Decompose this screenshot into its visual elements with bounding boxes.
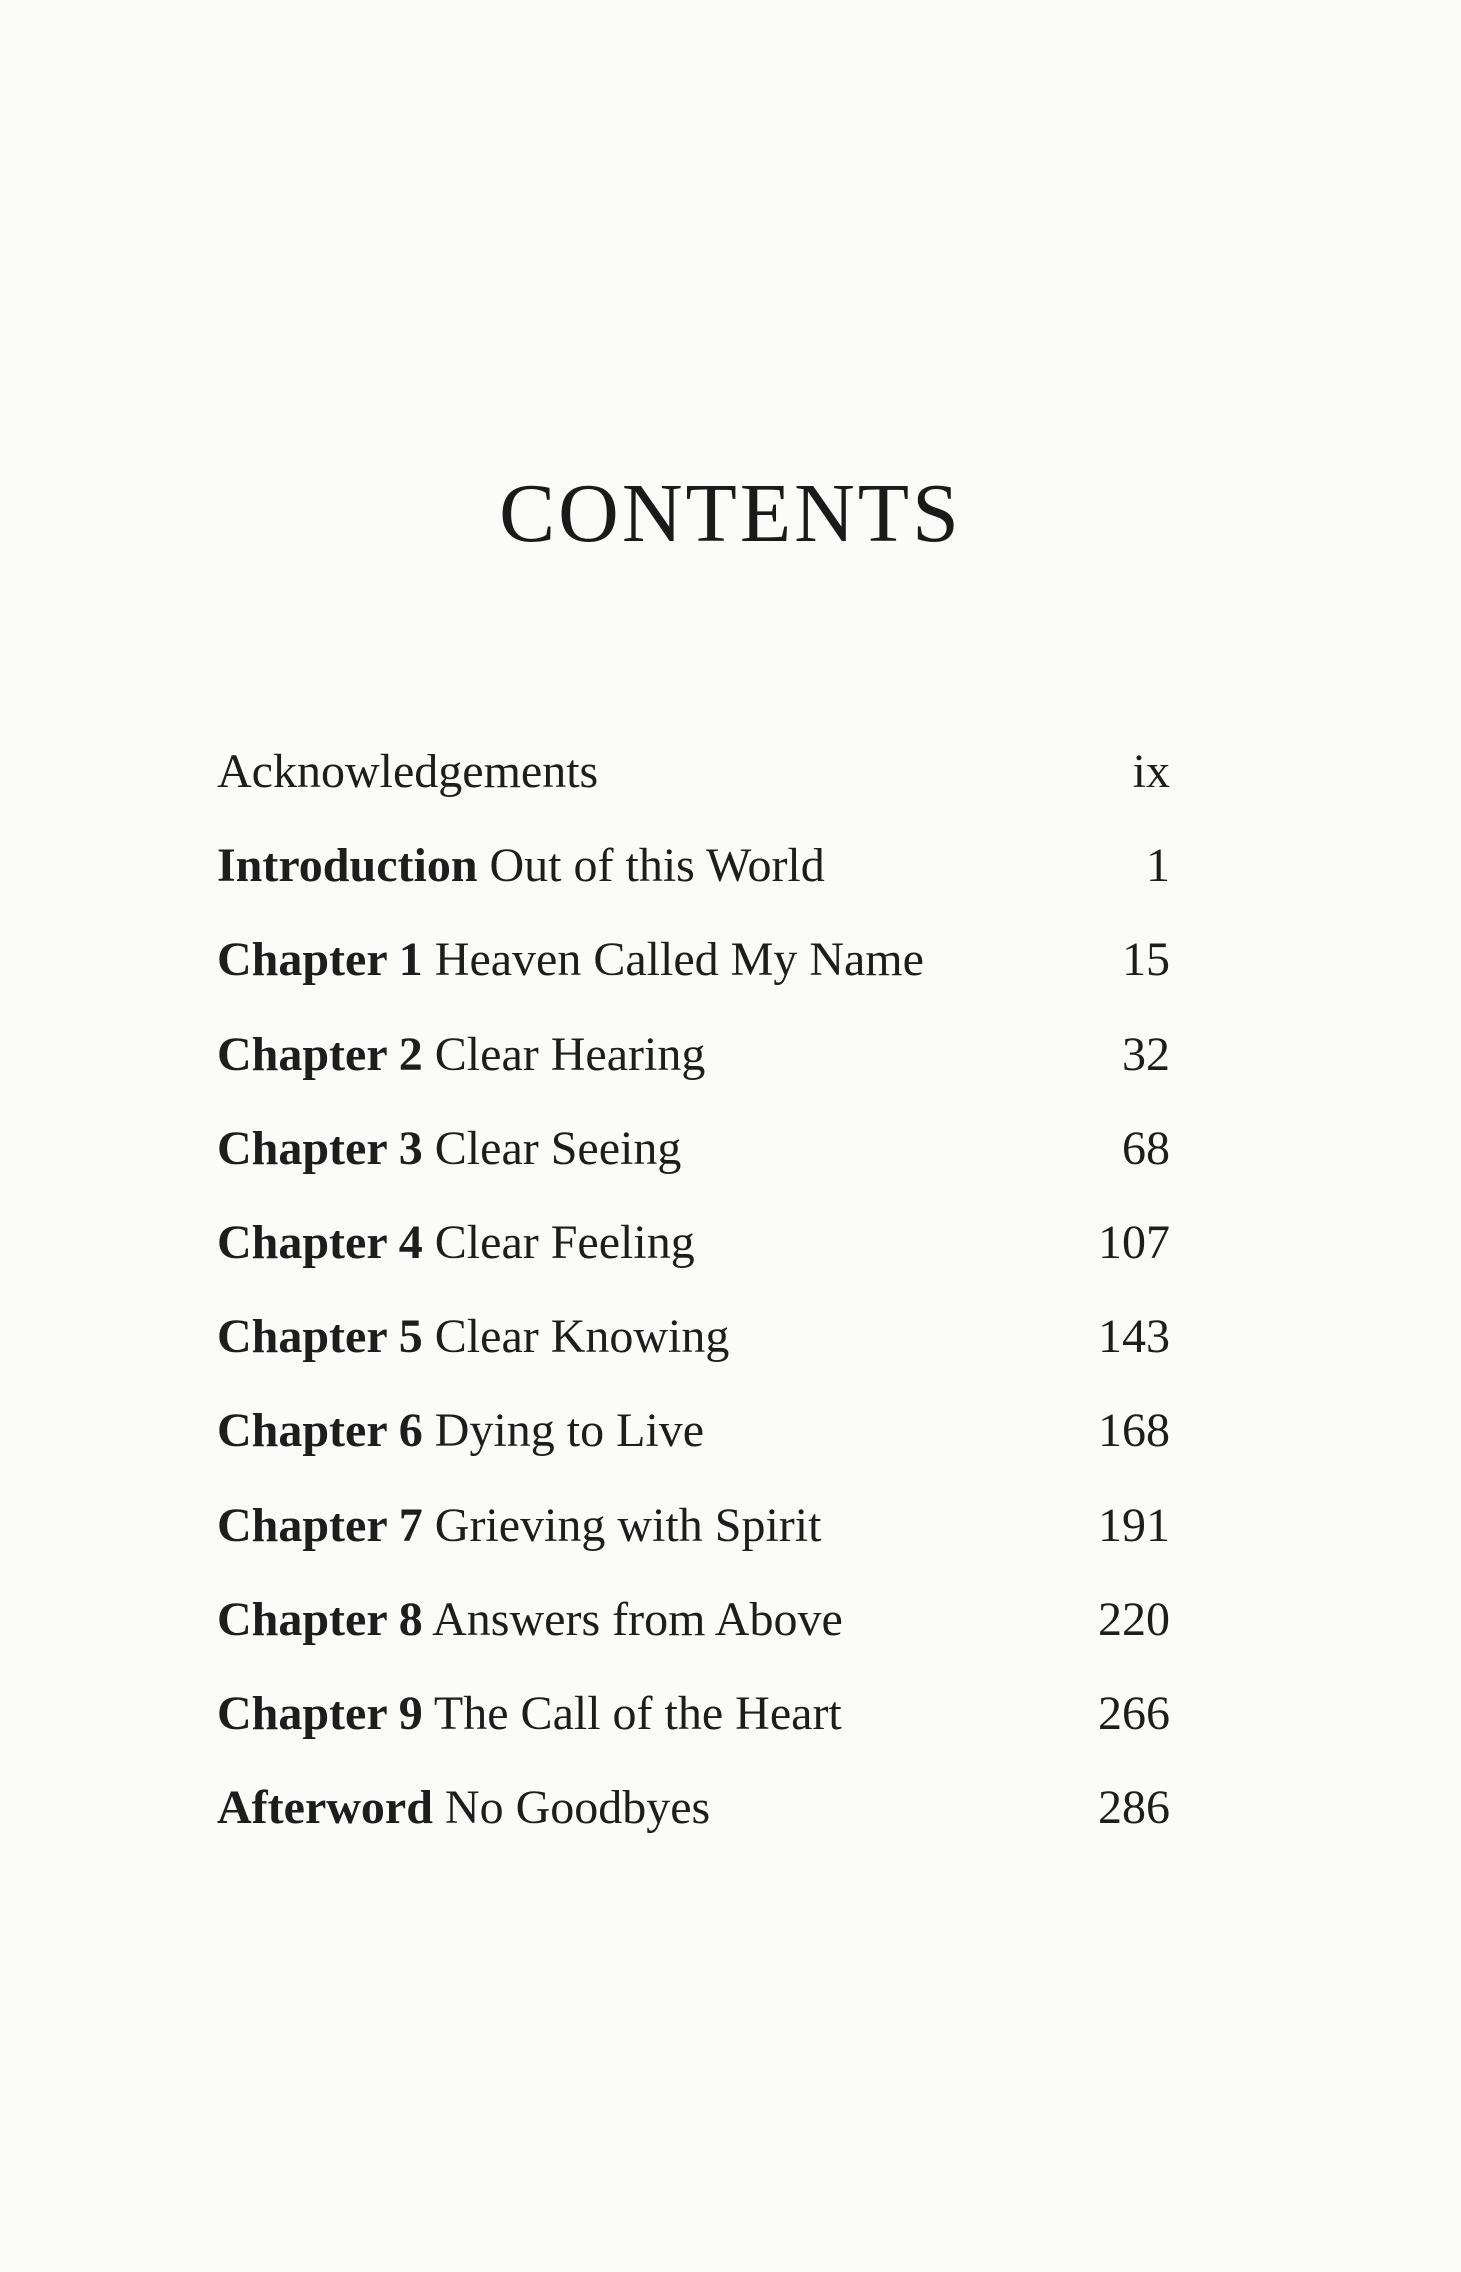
toc-entry-page-number: 32 [1122,1027,1170,1081]
toc-entry-label: Chapter 1 [217,933,423,987]
toc-entry-title: Clear Seeing [434,1121,682,1175]
toc-entry-page-number: 191 [1098,1498,1170,1552]
toc-entry-title: Out of this World [489,839,825,893]
toc-entry-chapter-9 [217,1678,1170,1772]
toc-entry-title: Dying to Live [434,1404,705,1458]
toc-entry-page-number: 1 [1146,839,1170,893]
toc-entry-page-number: 107 [1098,1215,1170,1269]
toc-entry-label: Afterword [217,1781,433,1835]
toc-entry-title: Clear Feeling [434,1215,695,1269]
toc-entry-label: Chapter 5 [217,1310,423,1364]
toc-entry-label: Chapter 9 [217,1686,423,1740]
toc-entry-chapter-3 [217,1113,1170,1207]
toc-entry-page-number: 266 [1098,1686,1170,1740]
toc-entry-label: Chapter 7 [217,1498,423,1552]
toc-entry-chapter-7 [217,1490,1170,1584]
toc-entry-label: Chapter 6 [217,1404,423,1458]
toc-entry-afterword [217,1772,1170,1866]
toc-entry-page-number: 220 [1098,1592,1170,1646]
table-of-contents [217,736,1170,1866]
toc-entry-label: Chapter 3 [217,1121,423,1175]
toc-entry-chapter-6 [217,1395,1170,1489]
page-title: CONTENTS [499,467,962,560]
toc-entry-title: No Goodbyes [444,1781,711,1835]
toc-entry-chapter-5 [217,1301,1170,1395]
toc-entry-label: Chapter 8 [217,1592,423,1646]
toc-entry-chapter-4 [217,1207,1170,1301]
toc-entry-acknowledgements [217,736,1170,830]
toc-entry-title: Heaven Called My Name [434,933,924,987]
toc-entry-page-number: ix [1132,745,1170,798]
toc-entry-chapter-8 [217,1584,1170,1678]
toc-entry-page-number: 168 [1098,1404,1170,1458]
toc-entry-page-number: 68 [1122,1121,1170,1175]
toc-entry-chapter-2 [217,1019,1170,1113]
toc-entry-title: Grieving with Spirit [434,1498,822,1552]
toc-entry-page-number: 143 [1098,1310,1170,1364]
toc-entry-title: The Call of the Heart [433,1686,842,1740]
toc-entry-label: Introduction [217,839,478,893]
toc-entry-page-number: 286 [1098,1781,1170,1835]
toc-entry-title: Acknowledgements [217,745,599,798]
toc-entry-label: Chapter 4 [217,1215,423,1269]
toc-entry-title: Clear Knowing [434,1310,730,1364]
toc-entry-title: Clear Hearing [434,1027,706,1081]
toc-entry-label: Chapter 2 [217,1027,423,1081]
toc-entry-introduction [217,830,1170,924]
toc-entry-title: Answers from Above [432,1592,843,1646]
toc-entry-chapter-1 [217,924,1170,1018]
toc-entry-page-number: 15 [1122,933,1170,987]
